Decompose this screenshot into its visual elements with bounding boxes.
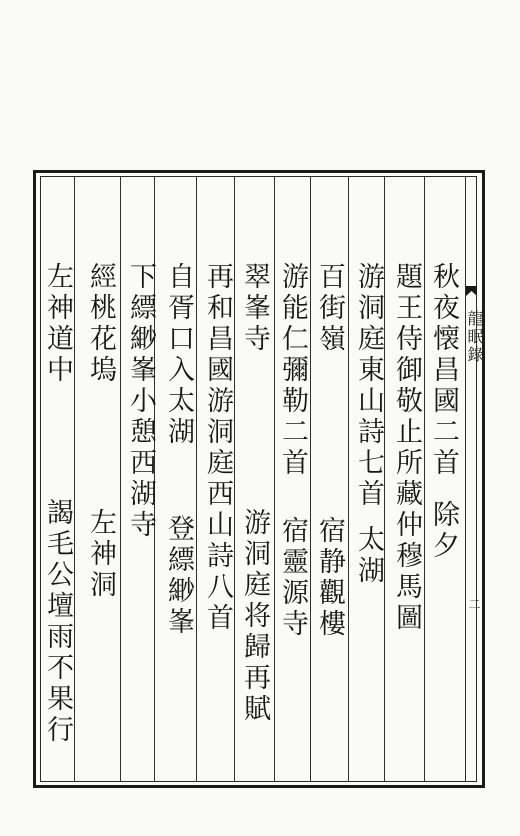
column-rule [74,176,75,782]
entry-title: 自胥口入太湖 [163,262,194,448]
entry-title: 游洞庭東山詩七首 [353,262,384,510]
entry-title: 翠峯寺 [239,262,270,355]
entry-title: 除夕 [428,500,459,562]
entry-title: 左神洞 [85,508,116,601]
entry-title: 謁毛公壇雨不果行 [42,498,73,746]
entry-title: 下縹緲峯小憩西湖寺 [125,262,156,541]
column-rule [234,176,235,782]
entry-title: 左神道中 [42,262,73,386]
entry-title: 秋夜懐昌國二首 [428,262,459,479]
center-fold-strip [465,176,478,782]
entry-title: 題王侍御敬止所藏仲穆馬圖 [391,262,422,634]
page-number: 二 [467,598,481,610]
entry-title: 百街嶺 [314,262,345,355]
column-rule [424,176,425,782]
entry-title: 游洞庭将歸再賦 [239,508,270,725]
fish-tail-mark-icon [466,286,477,296]
entry-title: 太湖 [353,525,384,587]
entry-title: 宿静觀樓 [314,516,345,640]
entry-title: 經桃花塢 [85,262,116,386]
entry-title: 宿靈源寺 [277,516,308,640]
book-title: 龍眠錄 [465,310,484,364]
entry-title: 再和昌國游洞庭西山詩八首 [202,262,233,634]
column-rule [120,176,121,782]
column-rule [310,176,311,782]
column-rule [384,176,385,782]
entry-title: 游能仁彌勒二首 [277,262,308,479]
entry-title: 登縹緲峯 [163,514,194,638]
column-rule [348,176,349,782]
column-rule [274,176,275,782]
column-rule [196,176,197,782]
